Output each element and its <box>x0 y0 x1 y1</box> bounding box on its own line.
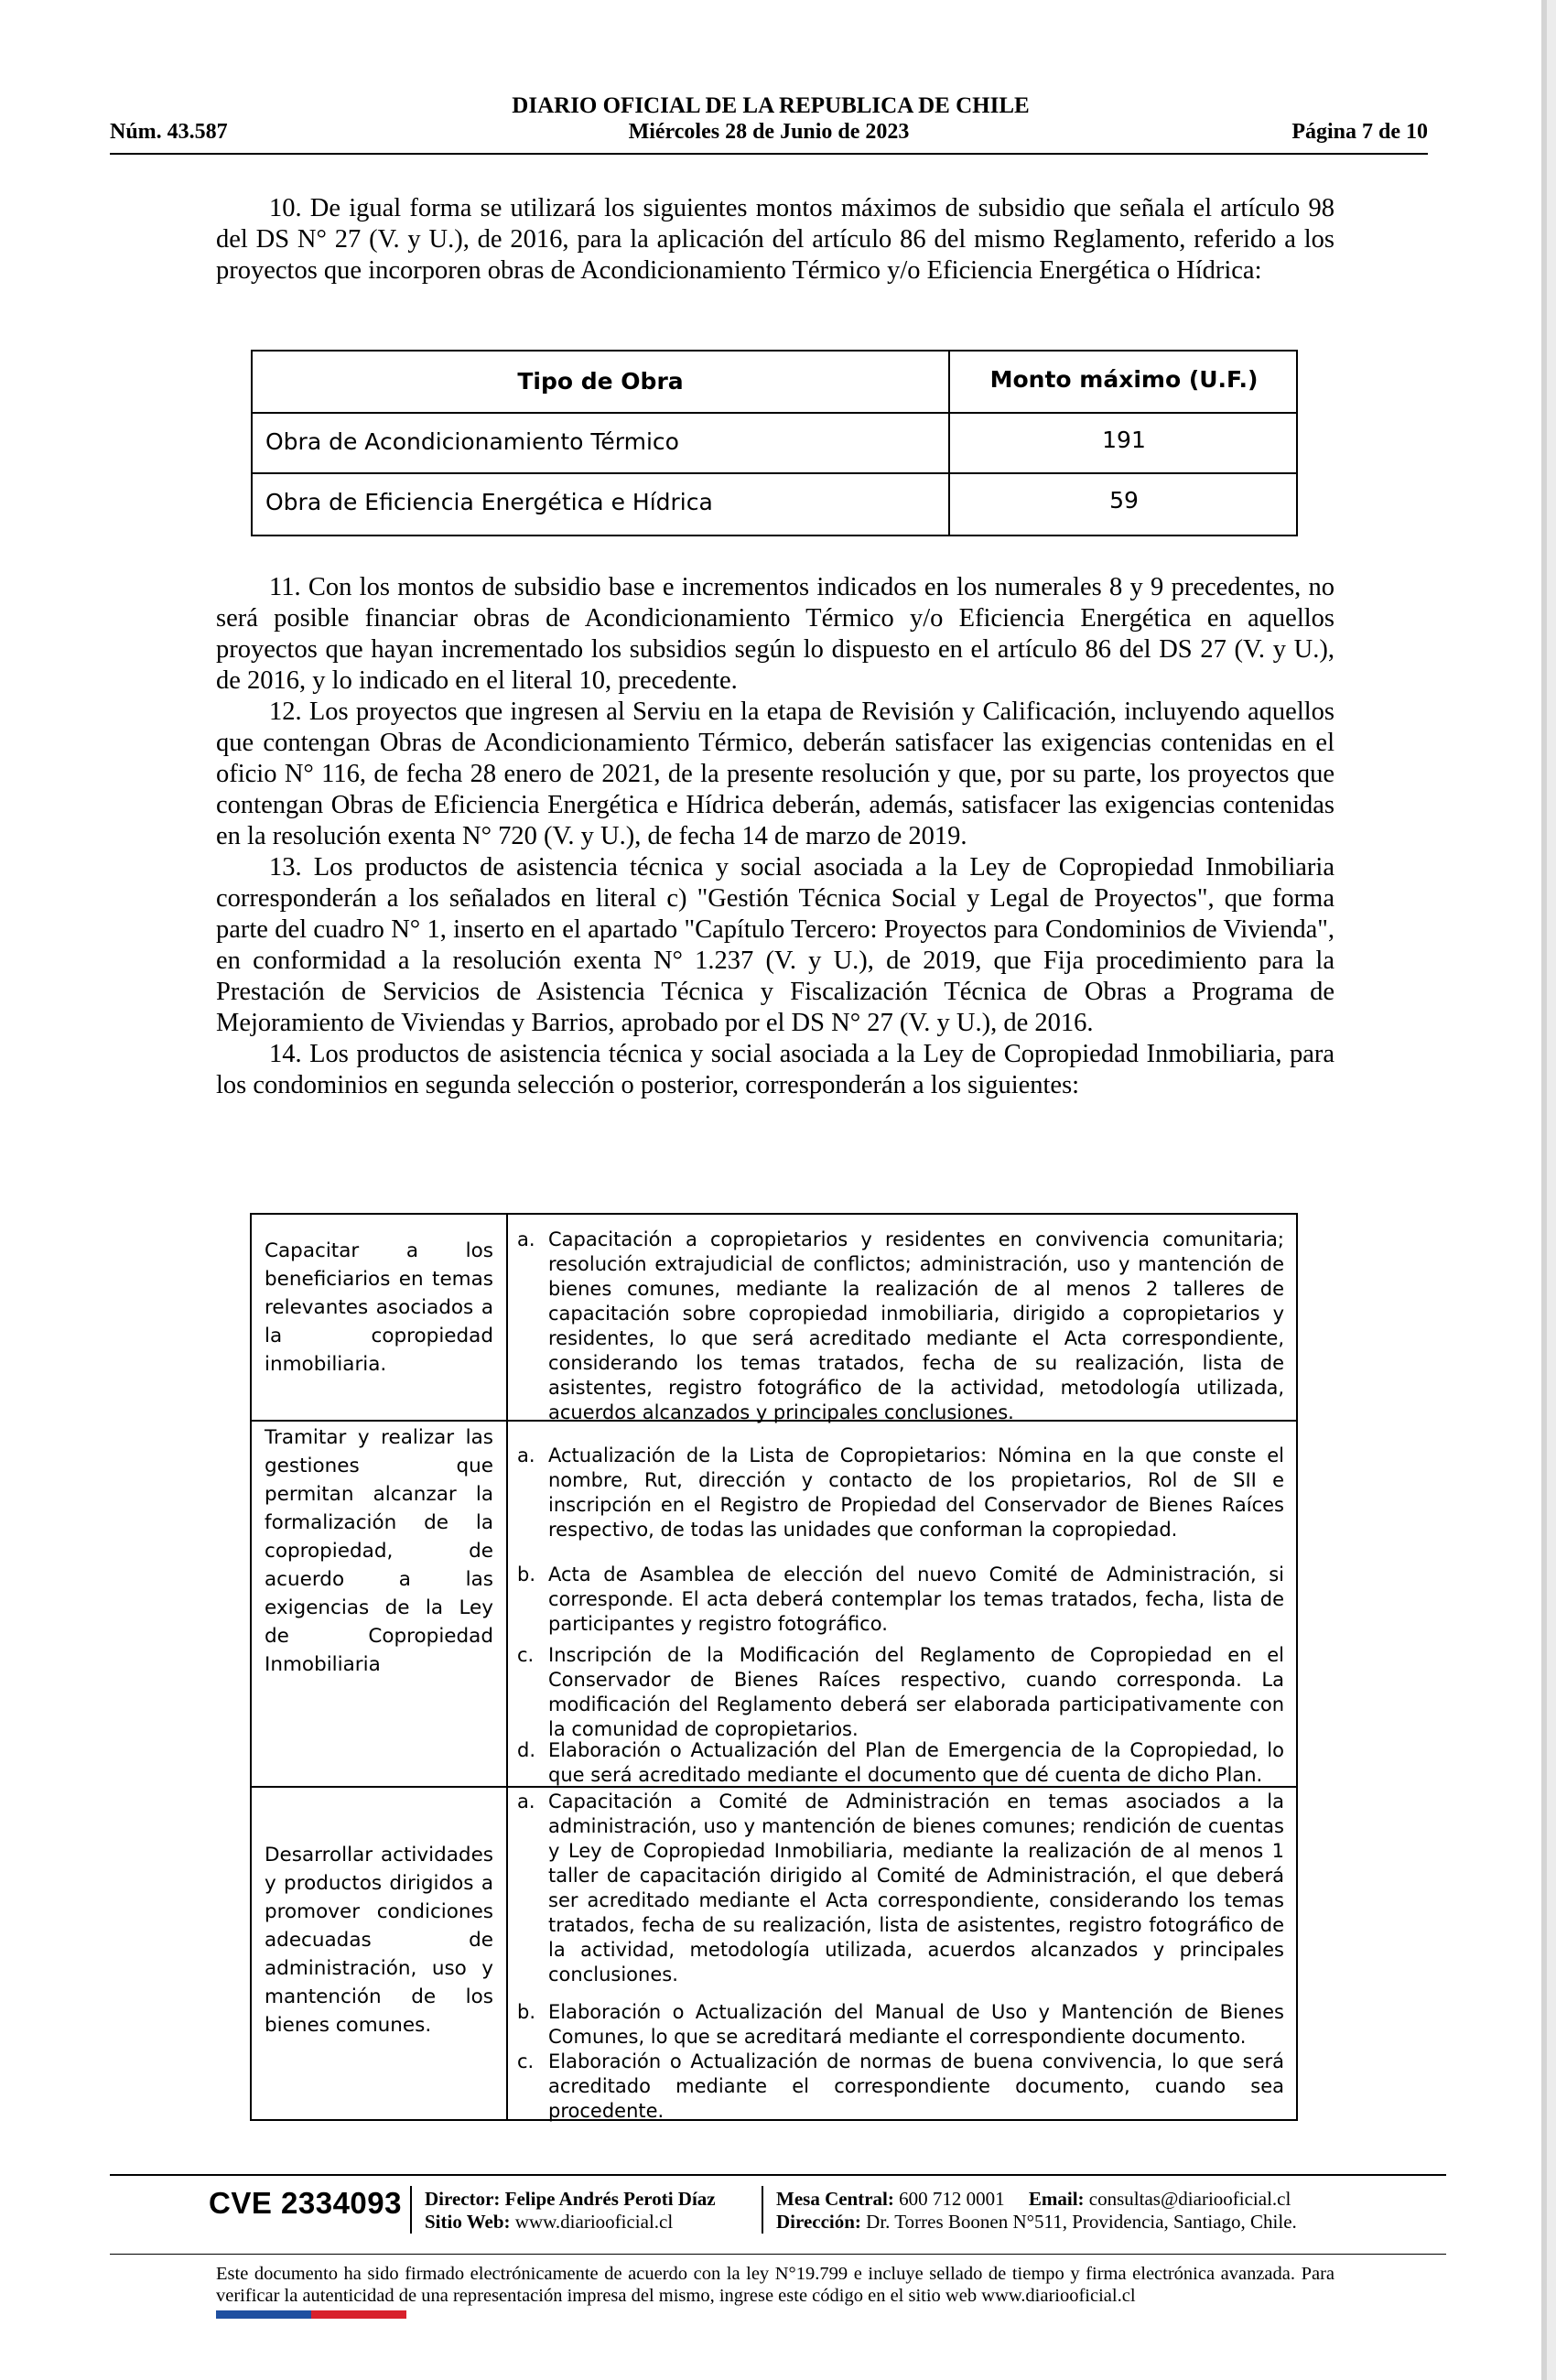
table-header-cell: Tipo de Obra <box>517 368 684 395</box>
email-label: Email: <box>1028 2188 1085 2210</box>
table-row-item <box>515 1444 1284 1542</box>
website-label: Sitio Web: <box>425 2211 511 2233</box>
paragraph-11: 11. Con los montos de subsidio base e incrementos indicados en los numerales 8 y 9 precedentes, no será posible financiar obras de Acondicionamiento Térmico y/o Eficiencia Energética en aquellos proyectos que hayan incrementado los subsidios según lo dispuesto en el artículo 86 del DS 27 (V. y U.), de 2016, y lo indicado en el literal 10, precedente. <box>216 573 1334 695</box>
item-letter: a. <box>517 1790 535 1812</box>
header-divider <box>110 153 1428 155</box>
subsidy-amounts-table <box>251 350 1298 536</box>
table-row-item <box>515 2050 1284 2124</box>
flag-stripe-blue <box>216 2310 311 2319</box>
table-row-item <box>515 1563 1284 1637</box>
table-row-item <box>515 1790 1284 1987</box>
item-text: Inscripción de la Modificación del Reglamento de Copropiedad en el Conservador de Bienes Raíces respectivo, cuando corresponda. La modificación del Reglamento deberá ser elaborada participativamente con la comunidad de copropietarios. <box>548 1644 1284 1740</box>
paragraph-14: 14. Los productos de asistencia técnica y social asociada a la Ley de Copropiedad Inmobiliaria, para los condominios en segunda selección o posterior, corresponderán a los siguientes: <box>216 1040 1334 1099</box>
table-cell: Obra de Acondicionamiento Térmico <box>265 428 679 455</box>
footer-contact <box>776 2188 1291 2211</box>
paragraph-13: 13. Los productos de asistencia técnica y social asociada a la Ley de Copropiedad Inmobiliaria corresponderán a los señalados en literal c) "Gestión Técnica Social y Legal de Proyectos", que forma parte del cuadro N° 1, inserto en el apartado "Capítulo Tercero: Proyectos para Condominios de Vivienda", en conformidad a la resolución exenta N° 1.237 (V. y U.), de 2019, que Fija procedimiento para la Prestación de Servicios de Asistencia Técnica y Fiscalización Técnica de Obras a Programa de Mejoramiento de Viviendas y Barrios, aprobado por el DS N° 27 (V. y U.), de 2016. <box>216 853 1334 1037</box>
cve-code: CVE 2334093 <box>209 2186 402 2220</box>
table-row-item <box>515 2000 1284 2050</box>
item-text: Capacitación a Comité de Administración en temas asociados a la administración, uso y mantención de bienes comunes; rendición de cuentas y Ley de Copropiedad Inmobiliaria, mediante la realización de al menos 1 taller de capacitación dirigido al Comité de Administración, el que deberá ser acreditado mediante el Acta correspondiente, considerando los temas tratados, fecha de su realización, lista de asistentes, registro fotográfico de la actividad, metodología utilizada, acuerdos alcanzados y principales conclusiones. <box>548 1790 1284 1985</box>
item-text: Acta de Asamblea de elección del nuevo Comité de Administración, si corresponde. El acta deberá contemplar los temas tratados, fecha, lista de participantes y registro fotográfico. <box>548 1563 1284 1635</box>
table-column-divider <box>506 1215 508 2119</box>
item-letter: a. <box>517 1444 535 1466</box>
item-text: Elaboración o Actualización del Plan de Emergencia de la Copropiedad, lo que será acreditado mediante el documento que dé cuenta de dicho Plan. <box>548 1739 1284 1786</box>
footer-address <box>776 2211 1297 2234</box>
table-header-cell: Monto máximo (U.F.) <box>989 366 1259 393</box>
item-text: Capacitación a copropietarios y residentes en convivencia comunitaria; resolución extrajudicial de conflictos; administración, uso y mantención de bienes comunes, mediante la realización de al menos 2 talleres de capacitación sobre copropiedad inmobiliaria, dirigido a copropietarios y residentes, lo que será acreditado mediante el Acta correspondiente, considerando los temas tratados, fecha de su realización, lista de asistentes, registro fotográfico de la actividad, metodología utilizada, acuerdos alcanzados y principales conclusiones. <box>548 1228 1284 1423</box>
table-row-item <box>515 1643 1284 1742</box>
item-letter: b. <box>517 1563 536 1585</box>
item-text: Elaboración o Actualización del Manual de Uso y Mantención de Bienes Comunes, lo que se acreditará mediante el correspondiente documento. <box>548 2001 1284 2048</box>
phone-number: 600 712 0001 <box>899 2188 1005 2210</box>
footer-divider <box>110 2174 1446 2176</box>
table-row-label: Capacitar a los beneficiarios en temas relevantes asociados a la copropiedad inmobiliaria. <box>265 1239 493 1376</box>
legal-notice: Este documento ha sido firmado electrónicamente de acuerdo con la ley N°19.799 e incluye sellado de tiempo y firma electrónica avanzada. Para verificar la autenticidad de una representación impresa del mismo, ingrese este código en el sitio web www.diariooficial.cl <box>216 2264 1334 2306</box>
item-letter: c. <box>517 1644 535 1666</box>
director-label: Director: <box>425 2188 501 2210</box>
email-link[interactable]: consultas@diariooficial.cl <box>1088 2188 1291 2210</box>
table-row-item <box>515 1228 1284 1425</box>
footer-divider-thin <box>110 2254 1446 2255</box>
technical-assistance-table <box>250 1213 1298 2121</box>
item-letter: a. <box>517 1228 535 1250</box>
table-cell: Obra de Eficiencia Energética e Hídrica <box>265 489 713 515</box>
item-letter: c. <box>517 2050 535 2072</box>
table-row-item <box>515 1738 1284 1788</box>
paragraph-10 <box>216 193 1334 287</box>
website-link[interactable]: www.diariooficial.cl <box>514 2211 674 2233</box>
footer-separator <box>762 2186 763 2234</box>
paragraph-12: 12. Los proyectos que ingresen al Serviu en la etapa de Revisión y Calificación, incluyendo aquellos que contengan Obras de Acondicionamiento Térmico, deberán satisfacer las exigencias contenidas en el oficio N° 116, de fecha 28 enero de 2021, de la presente resolución y que, por su parte, los proyectos que contengan Obras de Eficiencia Energética e Hídrica deberán, además, satisfacer las exigencias contenidas en la resolución exenta N° 720 (V. y U.), de fecha 14 de marzo de 2019. <box>216 698 1334 850</box>
item-letter: b. <box>517 2001 536 2023</box>
newspaper-title: DIARIO OFICIAL DE LA REPUBLICA DE CHILE <box>512 93 1030 118</box>
issue-number: Núm. 43.587 <box>110 120 228 144</box>
page-number: Página 7 de 10 <box>1291 120 1428 144</box>
paragraphs-11-14 <box>216 572 1334 1101</box>
item-text: Actualización de la Lista de Copropietarios: Nómina en la que conste el nombre, Rut, dirección y contacto de los propietarios, Rol de SII e inscripción en el Registro de Propiedad del Conservador de Bienes Raíces respectivo, de todas las unidades que conforman la copropiedad. <box>548 1444 1284 1541</box>
table-cell: 59 <box>1109 487 1139 514</box>
table-row-divider <box>253 472 1296 474</box>
table-row-label: Desarrollar actividades y productos dirigidos a promover condiciones adecuadas de administración, uso y mantención de los bienes comunes. <box>265 1844 493 2037</box>
flag-stripe-red <box>311 2310 406 2319</box>
item-text: Elaboración o Actualización de normas de buena convivencia, lo que será acreditado mediante el correspondiente documento, cuando sea procedente. <box>548 2050 1284 2122</box>
issue-date: Miércoles 28 de Junio de 2023 <box>628 120 910 144</box>
footer-director <box>425 2188 716 2211</box>
paragraph-text: 10. De igual forma se utilizará los siguientes montos máximos de subsidio que señala el artículo 98 del DS N° 27 (V. y U.), de 2016, para la aplicación del artículo 86 del mismo Reglamento, referido a los proyectos que incorporen obras de Acondicionamiento Térmico y/o Eficiencia Energética o Hídrica: <box>216 194 1334 285</box>
address-text: Dr. Torres Boonen N°511, Providencia, Santiago, Chile. <box>866 2211 1297 2233</box>
footer-separator <box>410 2186 412 2234</box>
table-cell: 191 <box>1102 427 1146 453</box>
table-row-label: Tramitar y realizar las gestiones que permitan alcanzar la formalización de la copropiedad, de acuerdo a las exigencias de la Ley de Copropiedad Inmobiliaria <box>265 1426 493 1676</box>
director-name: Felipe Andrés Peroti Díaz <box>504 2188 716 2210</box>
item-letter: d. <box>517 1739 536 1761</box>
table-row-divider <box>253 412 1296 414</box>
footer-website <box>425 2211 673 2234</box>
address-label: Dirección: <box>776 2211 861 2233</box>
phone-label: Mesa Central: <box>776 2188 894 2210</box>
